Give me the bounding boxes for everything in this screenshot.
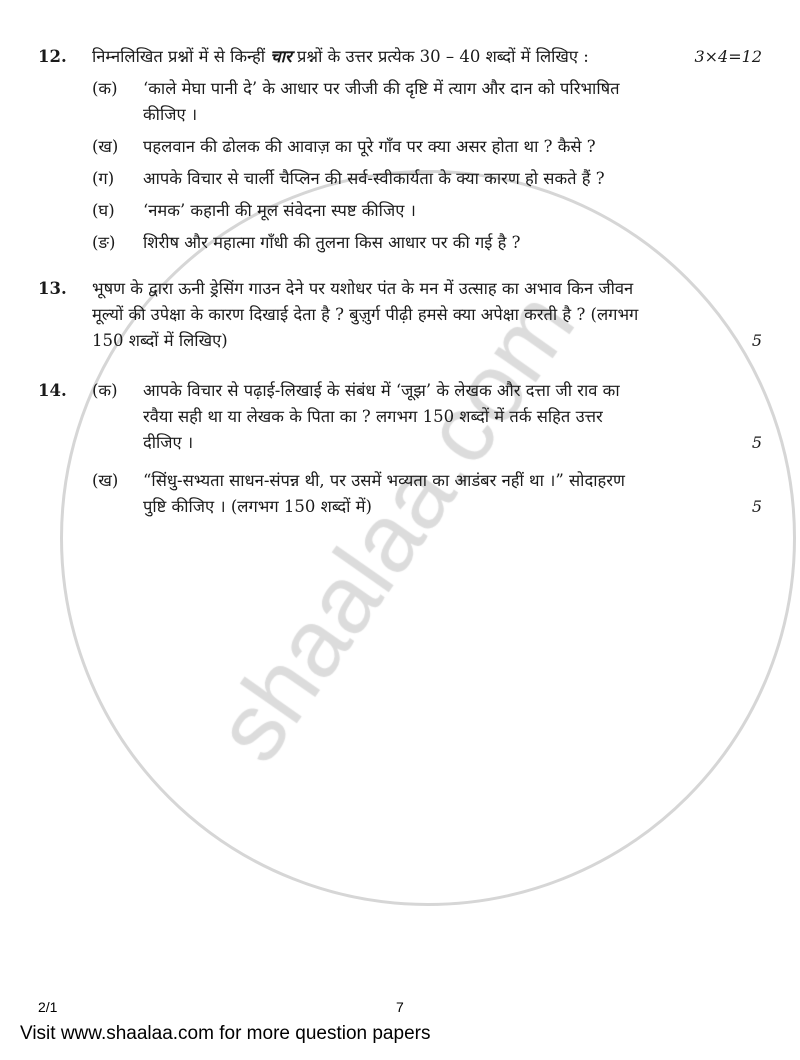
page-number: 7 <box>396 999 404 1015</box>
paper-code: 2/1 <box>38 999 58 1015</box>
question-13 <box>38 276 762 354</box>
item-text: कीजिए । <box>143 105 198 124</box>
marks: 5 <box>751 497 762 516</box>
item-text: आपके विचार से पढ़ाई-लिखाई के संबंध में ‘जूझ’ के लेखक और दत्ता जी राव का <box>143 381 620 400</box>
item-text: आपके विचार से चार्ली चैप्लिन की सर्व-स्वीकार्यता के क्या कारण हो सकते हैं ? <box>143 169 605 188</box>
item-text: पहलवान की ढोलक की आवाज़ का पूरे गाँव पर क्या असर होता था ? कैसे ? <box>143 137 596 156</box>
item-text: ‘काले मेघा पानी दे’ के आधार पर जीजी की दृष्टि में त्याग और दान को परिभाषित <box>143 79 620 98</box>
item-label: (क) <box>92 381 118 400</box>
item-label: (ग) <box>92 169 115 188</box>
item-text: “सिंधु-सभ्यता साधन-संपन्न थी, पर उसमें भव्यता का आडंबर नहीं था ।” सोदाहरण <box>143 471 625 490</box>
item-text: रवैया सही था या लेखक के पिता का ? लगभग 150 शब्दों में तर्क सहित उत्तर <box>143 407 603 426</box>
question-text: भूषण के द्वारा ऊनी ड्रेसिंग गाउन देने पर यशोधर पंत के मन में उत्साह का अभाव किन जीवन <box>92 279 634 298</box>
question-content <box>38 44 762 538</box>
item-label: (क) <box>92 79 118 98</box>
instruction-emphasis: चार <box>270 47 292 66</box>
visit-link[interactable]: Visit www.shaalaa.com for more question papers <box>20 1023 431 1044</box>
question-text: 150 शब्दों में लिखिए) <box>92 331 228 350</box>
marks: 5 <box>751 433 762 452</box>
item-text: दीजिए । <box>143 433 194 452</box>
marks: 5 <box>751 331 762 350</box>
instruction-text: प्रश्नों के उत्तर प्रत्येक 30 – 40 शब्दों में लिखिए : <box>291 47 589 66</box>
item-text: पुष्टि कीजिए । (लगभग 150 शब्दों में) <box>143 497 372 516</box>
item-text: शिरीष और महात्मा गाँधी की तुलना किस आधार पर की गई है ? <box>143 233 521 252</box>
question-text: मूल्यों की उपेक्षा के कारण दिखाई देता है ? बुज़ुर्ग पीढ़ी हमसे क्या अपेक्षा करती है ? (लगभग <box>92 305 639 324</box>
question-number: 12. <box>38 47 67 66</box>
question-number: 14. <box>38 381 67 400</box>
question-14 <box>38 378 762 520</box>
marks: 3×4=12 <box>694 47 762 66</box>
question-12 <box>38 44 762 256</box>
item-label: (ख) <box>92 471 119 490</box>
item-text: ‘नमक’ कहानी की मूल संवेदना स्पष्ट कीजिए । <box>143 201 416 220</box>
question-instruction <box>92 44 672 70</box>
item-label: (घ) <box>92 201 115 220</box>
instruction-text: निम्नलिखित प्रश्नों में से किन्हीं <box>92 47 271 66</box>
item-label: (ङ) <box>92 233 116 252</box>
question-number: 13. <box>38 279 67 298</box>
item-label: (ख) <box>92 137 119 156</box>
